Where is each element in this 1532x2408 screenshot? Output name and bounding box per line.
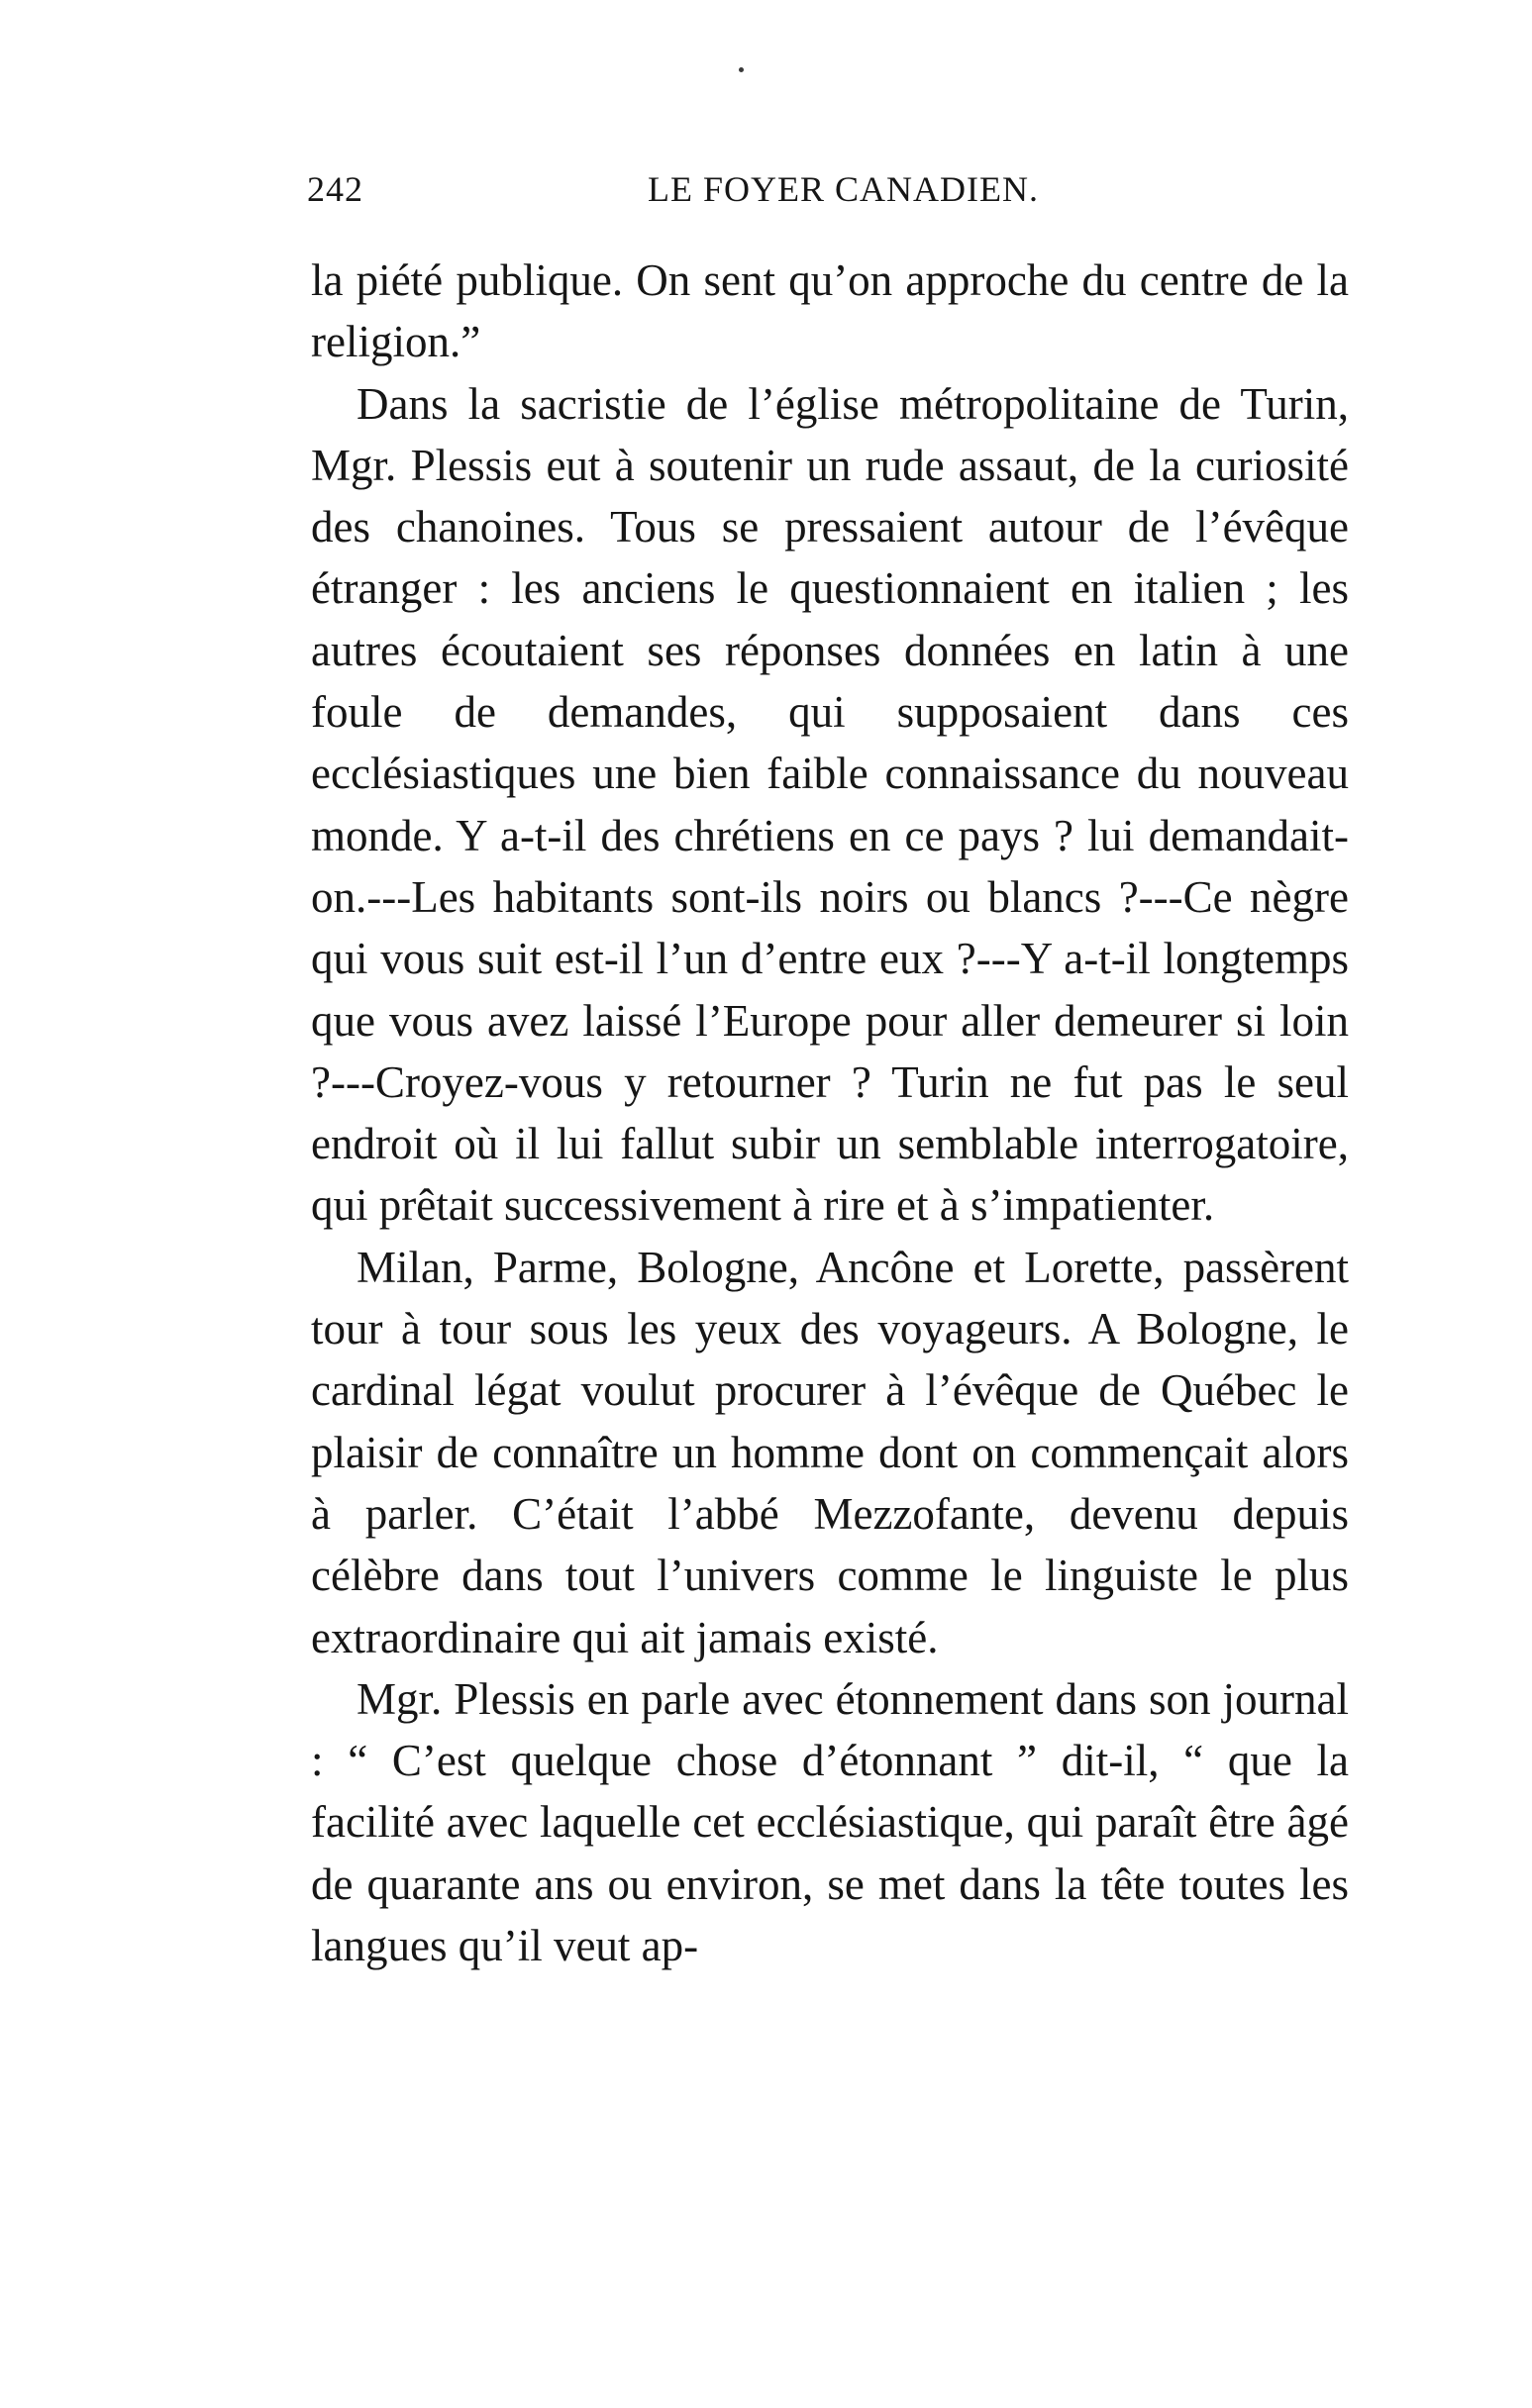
running-head (307, 168, 1060, 218)
body-text (311, 250, 1349, 1976)
paragraph-continuation: la piété publique. On sent qu’on approche du centre de la religion.” (311, 255, 1349, 367)
paragraph-journal: Mgr. Plessis en parle avec étonnement dans son journal : “ C’est quelque chose d’étonnant ” dit-il, “ que la facilité avec laquelle cet ecclésiastique, qui paraît être âgé de quarante ans ou environ, se met dans la tête toutes les langues qu’il veut ap- (311, 1673, 1349, 1971)
ink-speck (739, 67, 744, 72)
page-number: 242 (307, 169, 363, 209)
running-title: LE FOYER CANADIEN. (648, 169, 1039, 209)
paragraph-turin-sacristy: Dans la sacristie de l’église métropolitaine de Turin, Mgr. Plessis eut à soutenir un rude assaut, de la curiosité des chanoines. Tous se pressaient autour de l’évêque étranger : les anciens le questionnaient en italien ; les autres écoutaient ses réponses données en latin à une foule de demandes, qui supposaient dans ces ecclésiastiques une bien faible connaissance du nouveau monde. Y a-t-il des chrétiens en ce pays ? lui demandait-on.---Les habitants sont-ils noirs ou blancs ?---Ce nègre qui vous suit est-il l’un d’entre eux ?---Y a-t-il longtemps que vous avez laissé l’Europe pour aller demeurer si loin ?---Croyez-vous y retourner ? Turin ne fut pas le seul endroit où il lui fallut subir un semblable interrogatoire, qui prêtait successivement à rire et à s’impatienter. (311, 378, 1349, 1231)
paragraph-milan-bologna: Milan, Parme, Bologne, Ancône et Lorette, passèrent tour à tour sous les yeux des voyageurs. A Bologne, le cardinal légat voulut procurer à l’évêque de Québec le plaisir de connaître un homme dont on commençait alors à parler. C’était l’abbé Mezzofante, devenu depuis célèbre dans tout l’univers comme le linguiste le plus extraordinaire qui ait jamais existé. (311, 1242, 1349, 1662)
